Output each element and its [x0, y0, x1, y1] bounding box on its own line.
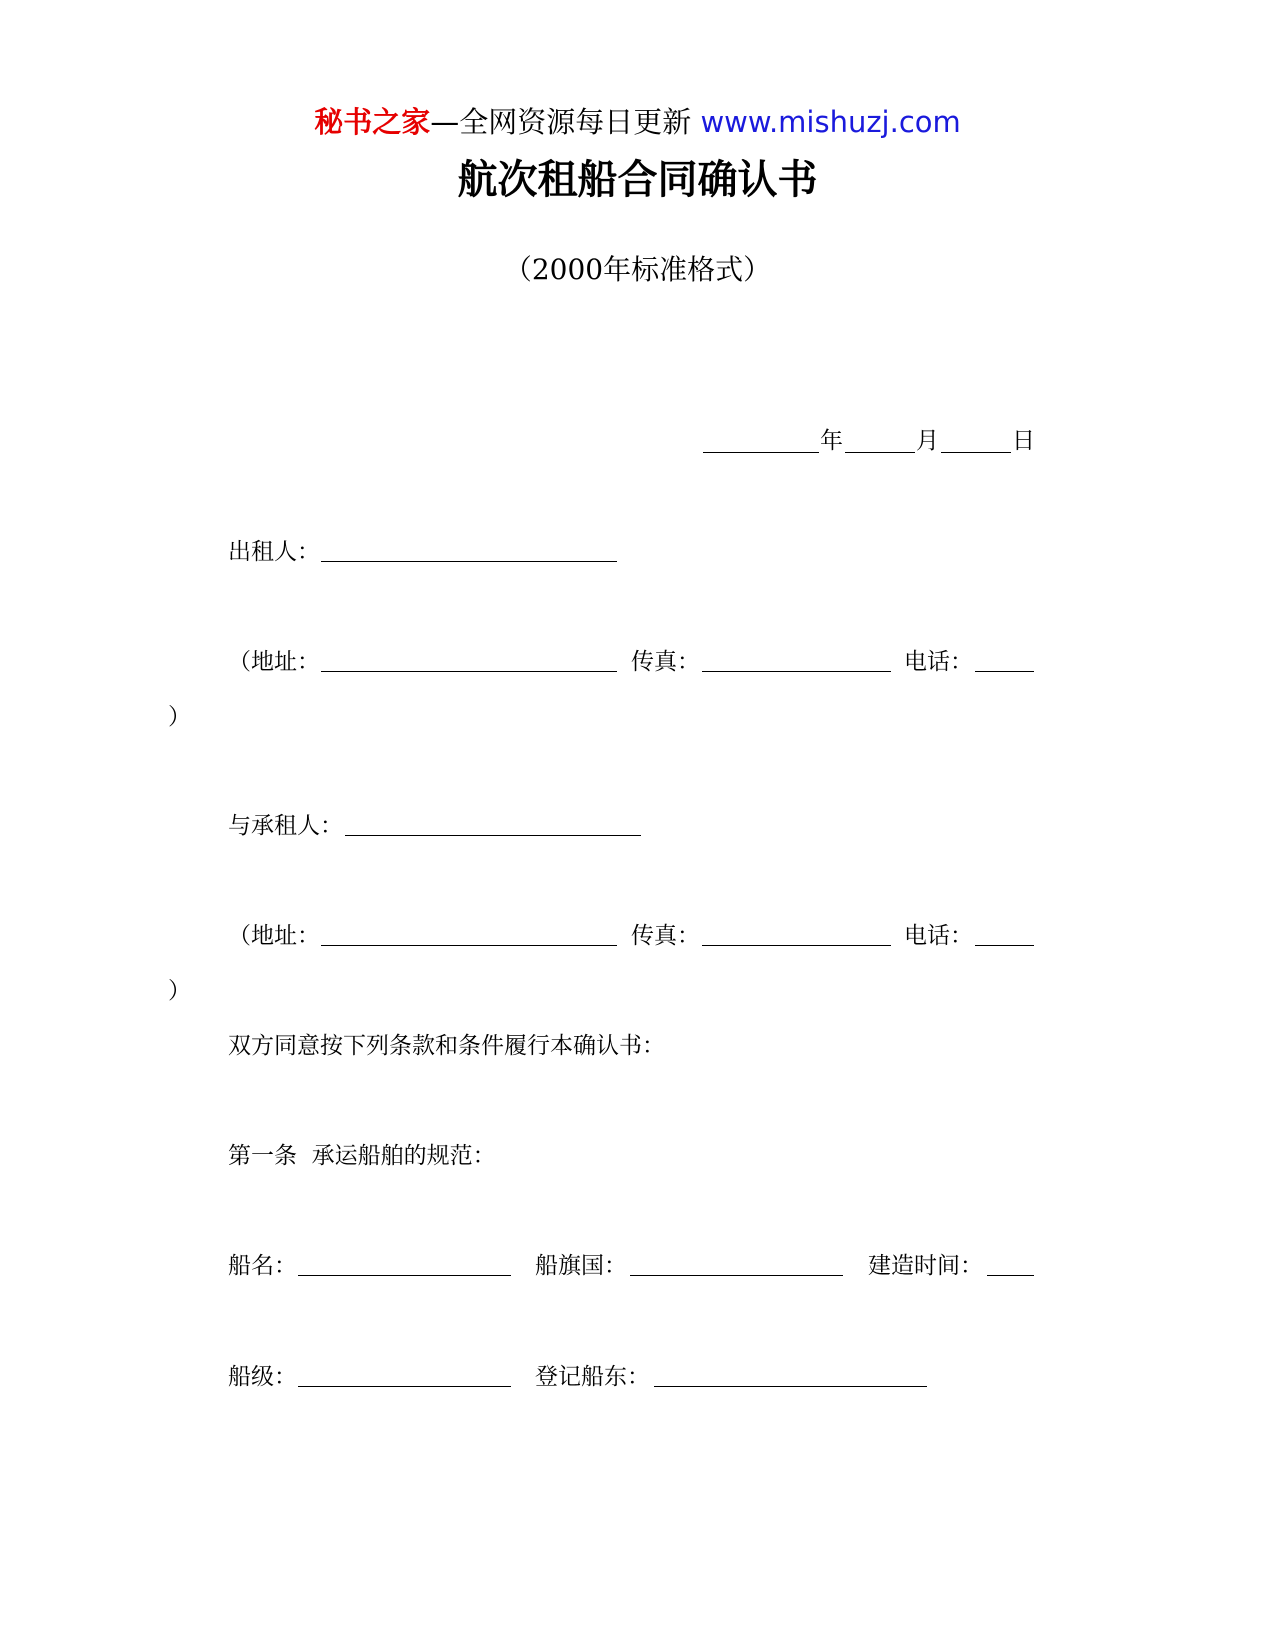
lessee-label: 与承租人： [228, 813, 343, 839]
lessor-phone-label: 电话： [904, 649, 973, 675]
build-time-label: 建造时间： [868, 1253, 983, 1279]
ship-name-label: 船名： [228, 1253, 297, 1279]
document-subtitle: （2000年标准格式） [503, 253, 772, 286]
lessor-phone-blank[interactable] [975, 671, 1034, 672]
owner-label: 登记船东： [535, 1364, 650, 1390]
date-year-blank[interactable] [703, 452, 819, 453]
lessor-blank[interactable] [321, 561, 617, 562]
lessee-address-label: （地址： [228, 923, 320, 949]
lessee-close-paren: ） [168, 978, 191, 1004]
lessor-address-label: （地址： [228, 649, 320, 675]
owner-blank[interactable] [654, 1386, 927, 1387]
date-month-label: 月 [916, 428, 939, 454]
class-label: 船级： [228, 1364, 297, 1390]
header-slogan: —全网资源每日更新 [430, 105, 692, 139]
lessor-fax-label: 传真： [631, 649, 700, 675]
lessor-close-paren: ） [168, 704, 191, 730]
site-header [0, 102, 1275, 142]
lessee-phone-label: 电话： [904, 923, 973, 949]
date-year-label: 年 [820, 428, 843, 454]
lessor-label: 出租人： [228, 539, 320, 565]
lessee-address-blank[interactable] [321, 945, 617, 946]
lessee-fax-blank[interactable] [702, 945, 891, 946]
date-month-blank[interactable] [845, 452, 915, 453]
date-day-label: 日 [1012, 428, 1035, 454]
flag-label: 船旗国： [535, 1253, 627, 1279]
flag-blank[interactable] [630, 1275, 843, 1276]
lessee-blank[interactable] [345, 835, 641, 836]
class-blank[interactable] [298, 1386, 511, 1387]
ship-name-blank[interactable] [298, 1275, 511, 1276]
build-time-blank[interactable] [987, 1275, 1034, 1276]
lessor-address-blank[interactable] [321, 671, 617, 672]
brand-name: 秘书之家 [314, 105, 431, 139]
lessee-phone-blank[interactable] [975, 945, 1034, 946]
date-day-blank[interactable] [941, 452, 1011, 453]
article-1-heading: 第一条 承运船舶的规范： [228, 1143, 496, 1169]
agreement-text: 双方同意按下列条款和条件履行本确认书： [228, 1033, 665, 1059]
document-title: 航次租船合同确认书 [457, 157, 818, 203]
lessee-fax-label: 传真： [631, 923, 700, 949]
header-url-link[interactable]: www.mishuzj.com [700, 105, 961, 139]
lessor-fax-blank[interactable] [702, 671, 891, 672]
